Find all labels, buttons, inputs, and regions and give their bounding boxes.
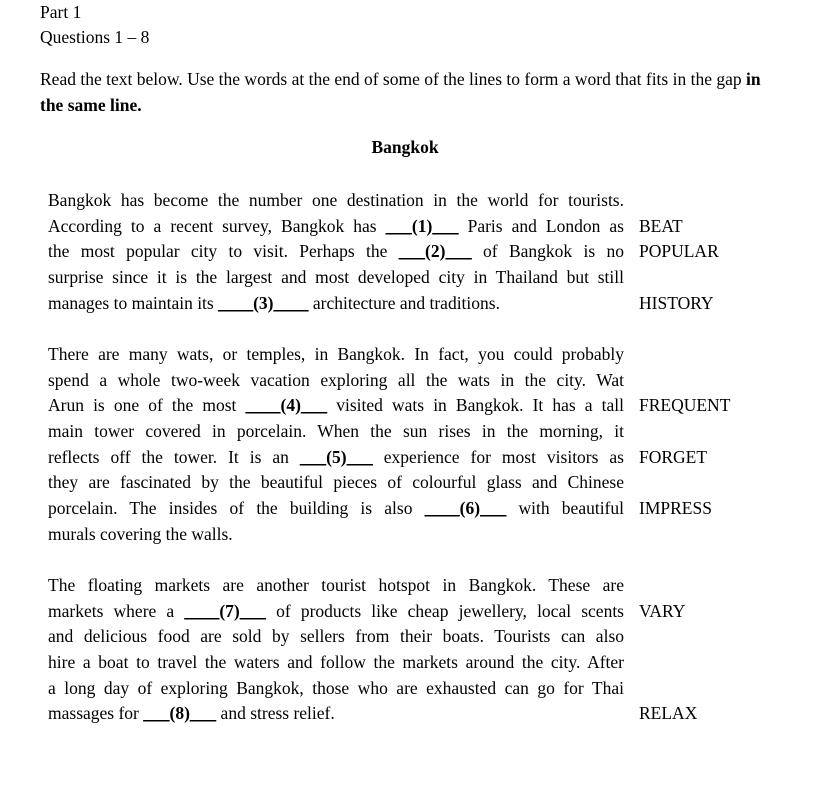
text-line — [48, 342, 828, 368]
answer-gap[interactable] — [425, 498, 507, 518]
text-line — [48, 624, 828, 650]
gap-underline-right: ___ — [480, 498, 507, 519]
line-content: markets where a ____(7)___ of products like cheap jewellery, local scents — [48, 600, 624, 621]
gap-number: (8) — [169, 703, 190, 724]
line-content: spend a whole two-week vacation exploring all the wats in the city. Wat — [48, 369, 624, 390]
exercise-header — [40, 0, 800, 50]
answer-gap[interactable] — [184, 601, 266, 621]
cue-word: HISTORY — [639, 292, 714, 313]
gap-underline-right: ____ — [273, 292, 309, 313]
gap-underline-right: ___ — [432, 215, 459, 236]
answer-gap[interactable] — [300, 447, 373, 467]
line-body — [48, 419, 624, 445]
cue-word: RELAX — [639, 703, 698, 724]
gap-underline-right: ___ — [189, 703, 217, 724]
gap-underline-left: ___ — [299, 446, 327, 467]
cue-word: BEAT — [639, 215, 683, 236]
gap-underline-left: ___ — [143, 703, 170, 724]
line-body — [48, 599, 624, 625]
line-content: and delicious food are sold by sellers from their boats. Tourists can also — [48, 626, 624, 647]
line-body — [48, 445, 624, 471]
gap-underline-left: ____ — [184, 600, 220, 621]
gap-number: (6) — [459, 498, 481, 519]
cue-word: POPULAR — [639, 241, 719, 262]
line-content: reflects off the tower. It is an ___(5)___ experience for most visitors as — [48, 446, 624, 467]
page-title: Bangkok — [371, 137, 439, 157]
paragraph-3 — [48, 573, 828, 727]
gap-number: (7) — [219, 600, 240, 621]
paragraph-1 — [48, 188, 828, 316]
text-line — [48, 496, 828, 522]
text-line — [48, 701, 828, 727]
line-content: There are many wats, or temples, in Bangkok. In fact, you could probably — [48, 344, 624, 364]
text-line — [48, 291, 828, 317]
text-line — [48, 522, 828, 548]
line-body — [48, 214, 624, 240]
text-line — [48, 470, 828, 496]
text-line — [48, 676, 828, 702]
questions-label: Questions 1 – 8 — [40, 27, 150, 47]
line-content: a long day of exploring Bangkok, those who are exhausted can go for Thai — [48, 677, 624, 698]
line-content: the most popular city to visit. Perhaps the ___(2)___ of Bangkok is no — [48, 241, 624, 262]
part-label: Part 1 — [40, 2, 82, 22]
line-body — [48, 291, 624, 317]
gap-number: (3) — [253, 292, 274, 313]
instructions-text — [40, 66, 782, 118]
text-line — [48, 188, 828, 214]
text-line — [48, 265, 828, 291]
gap-underline-left: ____ — [218, 292, 254, 313]
text-line — [48, 419, 828, 445]
line-body — [48, 573, 624, 599]
paragraph-2 — [48, 342, 828, 548]
gap-underline-left: ____ — [424, 498, 460, 519]
answer-gap[interactable] — [386, 216, 459, 236]
text-line — [48, 573, 828, 599]
line-content: murals covering the walls. — [48, 523, 233, 544]
line-body — [48, 470, 624, 496]
gap-underline-right: ___ — [346, 446, 373, 467]
cue-word: FREQUENT — [639, 395, 731, 416]
gap-number: (1) — [411, 215, 433, 236]
instructions-emphasis: in the same line. — [40, 69, 761, 115]
cue-word: FORGET — [639, 446, 708, 467]
instructions-plain-text: Read the text below. Use the words at the end of some of the lines to form a word that fits in the gap — [40, 69, 746, 89]
line-content: Bangkok has become the number one destination in the world for tourists. — [48, 190, 624, 210]
line-body — [48, 676, 624, 702]
line-content: The floating markets are another tourist hotspot in Bangkok. These are — [48, 575, 624, 595]
line-content: surprise since it is the largest and most developed city in Thailand but still — [48, 267, 624, 288]
line-body — [48, 393, 624, 419]
gap-underline-left: ____ — [245, 395, 281, 416]
answer-gap[interactable] — [143, 703, 216, 723]
line-body — [48, 239, 624, 265]
text-line — [48, 445, 828, 471]
line-content: porcelain. The insides of the building is also ____(6)___ with beautiful — [48, 498, 625, 519]
text-line — [48, 393, 828, 419]
cue-word: IMPRESS — [639, 498, 712, 519]
line-body — [48, 650, 624, 676]
gap-number: (2) — [425, 241, 446, 262]
gap-number: (4) — [280, 395, 301, 416]
line-body — [48, 265, 624, 291]
answer-gap[interactable] — [218, 293, 308, 313]
cue-word: VARY — [639, 600, 686, 621]
line-body — [48, 624, 624, 650]
line-body — [48, 188, 624, 214]
text-line — [48, 239, 828, 265]
line-body — [48, 522, 624, 548]
line-content: manages to maintain its ____(3)____ architecture and traditions. — [48, 292, 500, 313]
text-line — [48, 650, 828, 676]
text-line — [48, 368, 828, 394]
gap-underline-right: ___ — [445, 241, 472, 262]
line-content: Arun is one of the most ____(4)___ visited wats in Bangkok. It has a tall — [48, 395, 624, 416]
line-body — [48, 496, 624, 522]
line-content: According to a recent survey, Bangkok has ___(1)___ Paris and London as — [48, 215, 624, 236]
line-content: hire a boat to travel the waters and follow the markets around the city. After — [48, 652, 624, 673]
line-body — [48, 342, 624, 368]
gap-underline-right: ___ — [239, 600, 266, 621]
line-body — [48, 368, 624, 394]
line-content: main tower covered in porcelain. When the sun rises in the morning, it — [48, 421, 624, 442]
text-line — [48, 599, 828, 625]
gap-underline-left: ___ — [385, 215, 412, 236]
gap-number: (5) — [326, 446, 347, 467]
gap-underline-right: ___ — [300, 395, 328, 416]
text-line — [48, 214, 828, 240]
line-content: they are fascinated by the beautiful pieces of colourful glass and Chinese — [48, 472, 624, 493]
answer-gap[interactable] — [246, 395, 328, 415]
line-content: massages for ___(8)___ and stress relief. — [48, 703, 335, 724]
answer-gap[interactable] — [399, 241, 472, 261]
gap-underline-left: ___ — [398, 241, 426, 262]
line-body — [48, 701, 624, 727]
